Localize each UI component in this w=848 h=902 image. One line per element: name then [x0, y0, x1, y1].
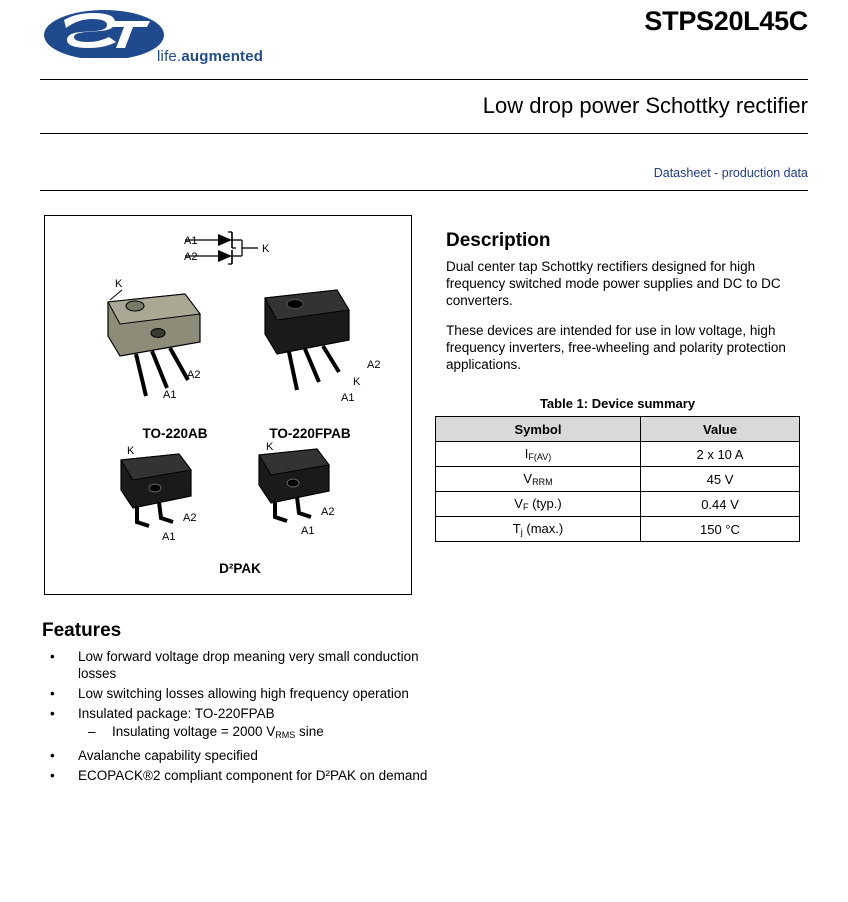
- bullet-icon: •: [50, 768, 55, 783]
- datasheet-production-note: Datasheet - production data: [653, 166, 808, 180]
- d2pak-right-pin-k: K: [266, 441, 274, 453]
- list-item: [42, 648, 442, 682]
- table-row: [436, 492, 800, 517]
- bullet-icon: •: [50, 706, 55, 721]
- symbol-main: T: [512, 521, 521, 536]
- feature-text: Low forward voltage drop meaning very small conduction losses: [78, 649, 419, 681]
- column-header-symbol: Symbol: [436, 417, 641, 442]
- st-logo: [42, 8, 342, 70]
- list-item: [42, 705, 442, 744]
- description-heading: Description: [446, 230, 551, 251]
- symbol-sub: RRM: [532, 477, 553, 487]
- subfeature-text-sub: RMS: [275, 730, 296, 740]
- list-item: [42, 685, 442, 702]
- features-list: [42, 648, 442, 787]
- table-header-row: [436, 417, 800, 442]
- to220fpab-pin-a2: A2: [367, 359, 381, 371]
- description-paragraph-2: These devices are intended for use in low voltage, high frequency inverters, free-wheeling and polarity protection applications.: [446, 323, 786, 372]
- header-divider-mid: [40, 133, 808, 134]
- st-logo-tagline: [157, 48, 263, 65]
- table-row: [436, 442, 800, 467]
- list-item: [78, 723, 442, 744]
- to220ab-pin-k: K: [115, 278, 123, 290]
- schematic-pin-k: K: [262, 243, 270, 255]
- d2pak-right-pin-a2: A2: [321, 506, 335, 518]
- logo-tagline-bold: augmented: [181, 48, 264, 65]
- symbol-cell: [436, 442, 641, 467]
- feature-text: ECOPACK®2 compliant component for D²PAK on demand: [78, 768, 428, 783]
- list-item: [42, 767, 442, 784]
- subfeature-text-pre: Insulating voltage = 2000 V: [112, 724, 276, 739]
- symbol-sub: F: [522, 502, 529, 512]
- to220ab-caption: TO-220AB: [142, 426, 208, 441]
- schematic-pin-a1: A1: [184, 235, 198, 247]
- symbol-cell: [436, 492, 641, 517]
- features-heading: Features: [42, 620, 122, 641]
- device-summary-table: [435, 416, 800, 542]
- to220fpab-package-drawing: [245, 278, 395, 408]
- page-header: [0, 0, 848, 80]
- symbol-cell: [436, 467, 641, 492]
- document-subtitle: Low drop power Schottky rectifier: [482, 93, 808, 118]
- symbol-main: V: [514, 496, 523, 511]
- description-paragraph-1: Dual center tap Schottky rectifiers designed for high frequency switched mode power supplies and DC to DC converters.: [446, 259, 781, 308]
- symbol-sub: j: [520, 527, 523, 537]
- to220fpab-caption: TO-220FPAB: [269, 426, 351, 441]
- to220ab-pin-a1: A1: [163, 389, 177, 401]
- bullet-icon: •: [50, 748, 55, 763]
- value-cell: 45 V: [641, 467, 800, 492]
- value-cell: 150 °C: [641, 517, 800, 542]
- symbol-main: I: [524, 446, 529, 461]
- bullet-icon: •: [50, 649, 55, 664]
- package-figure-box: [44, 215, 412, 595]
- d2pak-right-pin-a1: A1: [301, 525, 315, 537]
- device-summary-title: Table 1: Device summary: [539, 396, 696, 411]
- to220ab-pin-a2: A2: [187, 369, 201, 381]
- feature-text: Low switching losses allowing high frequency operation: [78, 686, 409, 701]
- subfeature-text-post: sine: [295, 724, 324, 739]
- d2pak-left-pin-k: K: [127, 445, 135, 457]
- symbol-suffix: (max.): [522, 521, 564, 536]
- logo-tagline-light: life.: [157, 48, 182, 65]
- feature-text: Avalanche capability specified: [78, 748, 258, 763]
- header-divider-bottom: [40, 190, 808, 191]
- symbol-suffix: (typ.): [528, 496, 562, 511]
- feature-sublist: [78, 723, 442, 744]
- symbol-main: V: [523, 471, 533, 486]
- to220fpab-pin-a1: A1: [341, 392, 355, 404]
- value-cell: 2 x 10 A: [641, 442, 800, 467]
- d2pak-package-drawing-right: [245, 441, 355, 551]
- d2pak-left-pin-a1: A1: [162, 531, 176, 543]
- to220fpab-pin-k: K: [353, 376, 361, 388]
- schematic-pin-a2: A2: [184, 251, 198, 263]
- table-row: [436, 467, 800, 492]
- column-header-value: Value: [641, 417, 800, 442]
- feature-text: Insulated package: TO-220FPAB: [78, 706, 275, 721]
- bullet-icon: •: [50, 686, 55, 701]
- d2pak-caption: D²PAK: [219, 561, 261, 576]
- value-cell: 0.44 V: [641, 492, 800, 517]
- list-item: [42, 747, 442, 764]
- part-number-title: STPS20L45C: [644, 6, 808, 36]
- symbol-sub: F(AV): [528, 452, 552, 462]
- header-divider-top: [40, 79, 808, 80]
- table-row: [436, 517, 800, 542]
- dash-icon: –: [88, 724, 96, 739]
- symbol-cell: [436, 517, 641, 542]
- diode-schematic-icon: [180, 230, 300, 280]
- d2pak-left-pin-a2: A2: [183, 512, 197, 524]
